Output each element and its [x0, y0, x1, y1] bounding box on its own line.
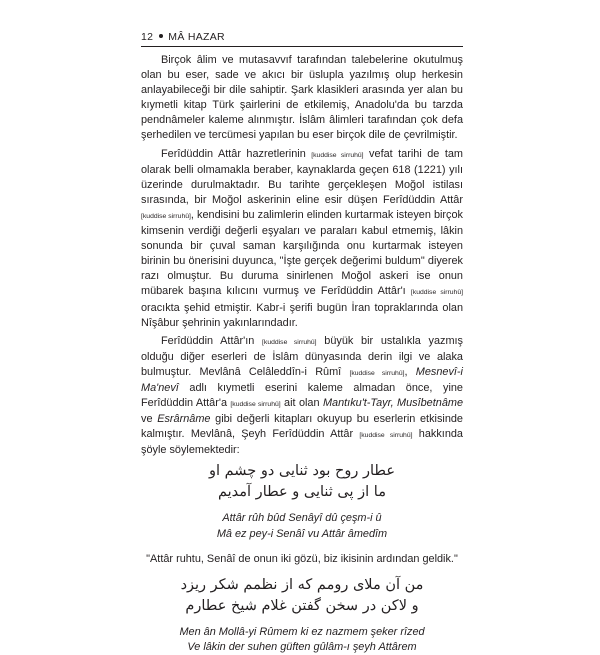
honorific: [kuddise sirruhû] [230, 401, 281, 409]
persian-line: من آن ملاى رومم كه از نظمم شكر ريزد [180, 576, 424, 593]
paragraph-1: Birçok âlim ve mutasavvıf tarafından talebelerine okutulmuş olan bu eser, sade ve akıcı bir üslupla yazılmış olup herkesin anlayabileceği bir dile sahiptir. Şark klasikleri arasında yer alan bu kıymetli kitap Türk şairlerini de etkilemiş, Anadolu'da bu tarzda pendnâmeler kaleme alınmıştır. İslâm âlimleri tarafından çok defa şerhedilen ve tercümesi yapılan bu eser birçok dile de çevrilmiştir. [141, 54, 463, 142]
honorific: [kuddise sirruhû] [349, 369, 405, 377]
book-title: MÂ HAZAR [168, 31, 225, 43]
book-title-italic: Mesnevî-i Ma'nevî [141, 365, 463, 394]
persian-couplet-2 [141, 575, 463, 617]
honorific: [kuddise sirruhû] [262, 338, 317, 346]
honorific: [kuddise sirruhû] [141, 212, 191, 220]
honorific: [kuddise sirruhû] [359, 432, 413, 440]
body-text [141, 53, 463, 655]
honorific: [kuddise sirruhû] [311, 151, 364, 159]
persian-couplet-1 [141, 461, 463, 503]
book-title-italic: Esrârnâme [157, 413, 211, 426]
persian-line: و لاكن در سخن گفتن غلام شيخ عطارم [185, 597, 419, 614]
translation-quote: "Attâr ruhtu, Senâî de onun iki gözü, biz ikisinin ardından geldik." [146, 552, 458, 565]
page-number: 12 [141, 31, 154, 43]
running-header [141, 30, 463, 44]
transliteration-line: Ve lâkin der suhen güften gûlâm-ı şeyh Attârem [187, 640, 417, 653]
honorific: [kuddise sirruhû] [410, 289, 463, 297]
book-title-italic: Mantıku't-Tayr, Musîbetnâme [322, 397, 464, 410]
persian-line: ما از پى ثنايى و عطار آمديم [217, 484, 386, 501]
paragraph-2: Ferîdüddin Attâr hazretlerinin [kuddise sirruhû] vefat tarihi de tam olarak belli olmamakla beraber, kaynaklarda geçen 618 (1221) yılı üzerinde durulmaktadır. Bu tarihte gerçekleşen Moğol istilası sırasında, bir Moğol askerinin eline esir düşen Ferîdüddin Attâr [kuddise sirruhû], kendisini bu zalimlerin elinden kurtarmak isteyen birçok kimsenin verdiği değerli eşyaları ve paraları kabul etmemiş, lâkin sonunda bir çuval saman karşılığında onu kurtarmak isteyen birinin bu önerisini duyunca, "İşte gerçek değerimi buldum" diyerek razı olmuştur. Bu duruma sinirlenen Moğol askeri ise onun mübarek başına kılıcını vurmuş ve Ferîdüddin Attâr'ı [kuddise sirruhû] oracıkta şehid etmiştir. Kabr-i şerifi bugün İran topraklarında olan Nîşâbur şehrinin yakınlarındadır. [141, 147, 463, 329]
bullet-separator [159, 34, 163, 38]
transliteration-line: Attâr rûh bûd Senâyî dû çeşm-i û [222, 512, 382, 525]
persian-line: عطار روح بود ثنايى دو چشم او [209, 463, 395, 480]
header-rule [141, 46, 463, 47]
paragraph-3: Ferîdüddin Attâr'ın [kuddise sirruhû] büyük bir ustalıkla yazmış olduğu diğer eserleri de İslâm dünyasında derin ilgi ve alaka bulmuştur. Mevlânâ Celâleddîn-i Rûmî [kuddise sirruhû], Mesnevî-i Ma'nevî adlı kıymetli eserini kaleme almadan önce, yine Ferîdüddin Attâr'a [kuddise sirruhû] ait olan Mantıku't-Tayr, Musîbetnâme ve Esrârnâme gibi değerli kitapları okuyup bu eserlerin etkisinde kalmıştır. Mevlânâ, Şeyh Ferîdüddin Attâr [kuddise sirruhû] hakkında şöyle söylemektedir: [141, 334, 464, 457]
transliteration-line: Mâ ez pey-i Senâî vu Attâr âmedîm [216, 527, 388, 540]
transliteration-line: Men ân Mollâ-yi Rûmem ki ez nazmem şeker rîzed [179, 625, 425, 638]
